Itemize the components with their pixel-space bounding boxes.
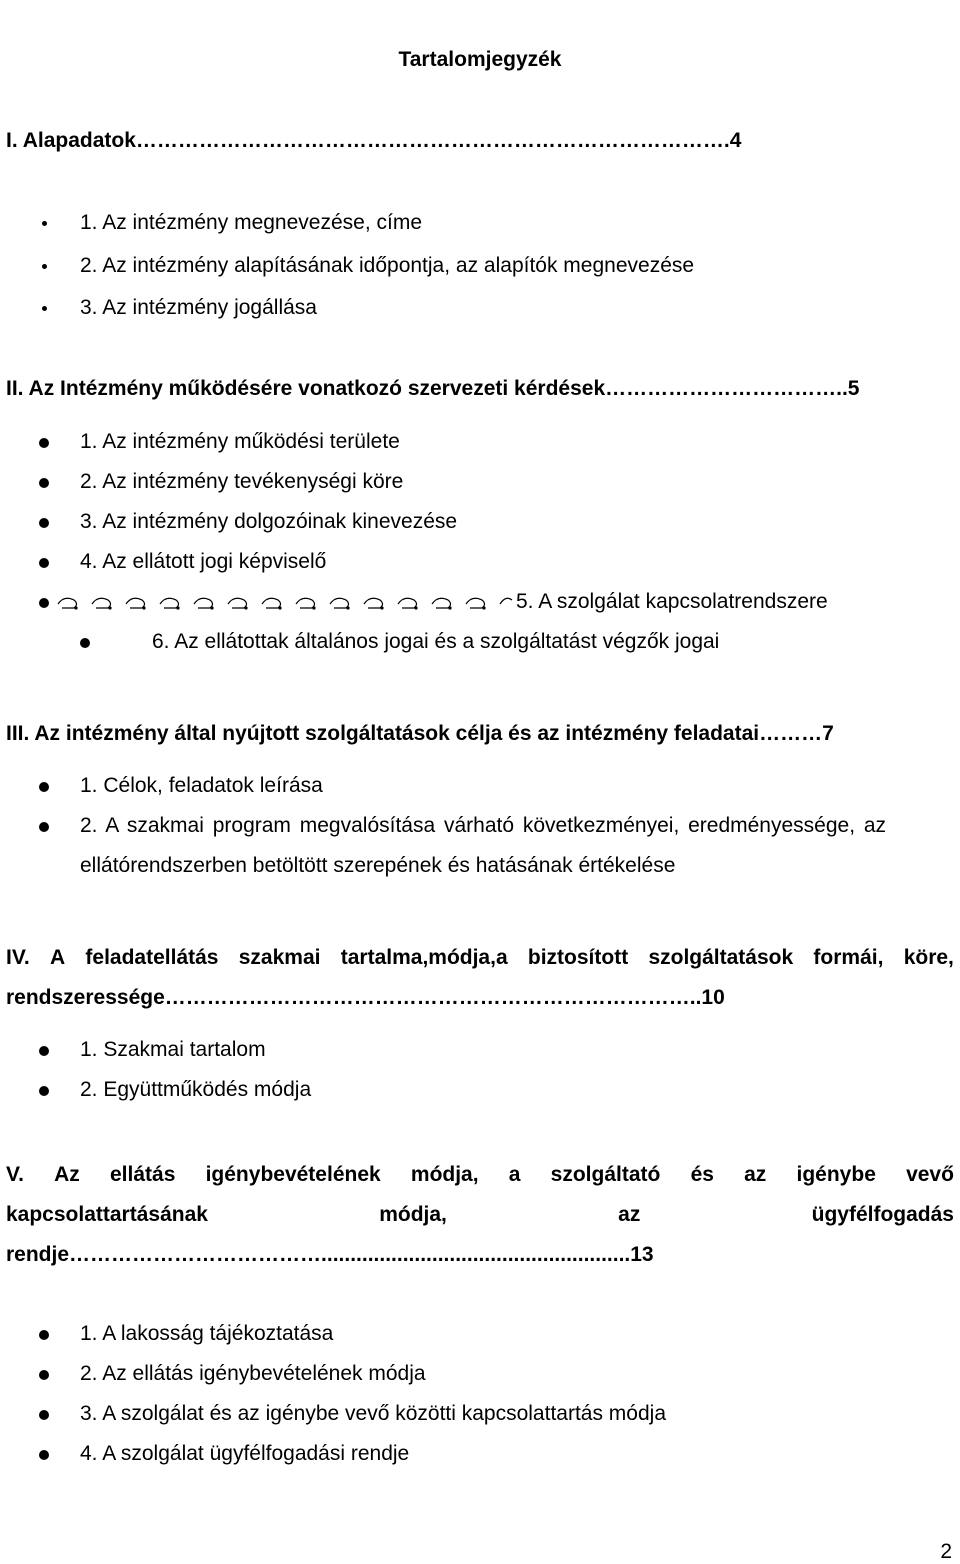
heading-word: feladatellátás bbox=[85, 946, 219, 969]
heading-word: A bbox=[50, 946, 66, 969]
heading-word: a bbox=[508, 1163, 521, 1186]
section-1-heading: I. Alapadatok………………………………………………………………………….4 bbox=[6, 129, 742, 152]
heading-word: igénybe bbox=[796, 1163, 876, 1186]
heading-word: IV. bbox=[6, 946, 30, 969]
list-item: 2. Az intézmény alapításának időpontja, az alapítók megnevezése bbox=[80, 254, 695, 277]
list-item: 4. A szolgálat ügyfélfogadási rendje bbox=[80, 1442, 410, 1465]
broken-glyph-icon bbox=[52, 590, 514, 614]
heading-word: formái, bbox=[813, 946, 884, 969]
heading-word: vevő bbox=[906, 1163, 954, 1186]
bullet-icon bbox=[39, 438, 49, 448]
bullet-icon bbox=[42, 306, 47, 311]
list-item-line-1: 2. A szakmai program megvalósítása várható következményei, eredményessége, az bbox=[80, 814, 887, 837]
heading-word: szolgáltató bbox=[550, 1163, 661, 1186]
heading-word: Az bbox=[54, 1163, 80, 1186]
bullet-icon bbox=[39, 1330, 49, 1340]
section-2-heading: II. Az Intézmény működésére vonatkozó szervezeti kérdések……………………………..5 bbox=[6, 377, 860, 400]
heading-word: igénybevételének bbox=[205, 1163, 381, 1186]
bullet-icon bbox=[39, 1046, 49, 1056]
heading-word: biztosított bbox=[527, 946, 629, 969]
heading-word: tartalma,módja,a bbox=[340, 946, 508, 969]
heading-word: az bbox=[744, 1163, 767, 1186]
placeholder-glyph-row bbox=[52, 590, 514, 614]
list-item: 6. Az ellátottak általános jogai és a szolgáltatást végzők jogai bbox=[152, 630, 720, 653]
bullet-icon bbox=[39, 1410, 49, 1420]
bullet-icon bbox=[39, 822, 49, 832]
heading-word: ügyfélfogadás bbox=[811, 1203, 954, 1226]
heading-word: szakmai bbox=[238, 946, 321, 969]
list-item: 2. Az ellátás igénybevételének módja bbox=[80, 1362, 426, 1385]
bullet-icon bbox=[39, 518, 49, 528]
heading-word: szolgáltatások bbox=[648, 946, 794, 969]
list-item: 3. A szolgálat és az igénybe vevő közötti kapcsolattartás módja bbox=[80, 1402, 667, 1425]
list-item: 5. A szolgálat kapcsolatrendszere bbox=[516, 590, 828, 613]
bullet-icon bbox=[42, 221, 47, 226]
list-item: 1. Célok, feladatok leírása bbox=[80, 774, 323, 797]
section-5-heading-line-3: rendje……………………………….....................................................13 bbox=[6, 1243, 654, 1266]
list-item-justified bbox=[80, 814, 954, 838]
heading-word: köre, bbox=[903, 946, 954, 969]
section-5-heading-line-2 bbox=[6, 1203, 954, 1227]
heading-word: és bbox=[690, 1163, 714, 1186]
bullet-icon bbox=[80, 638, 90, 648]
page-title: Tartalomjegyzék bbox=[398, 48, 562, 71]
list-item: 1. Az intézmény megnevezése, címe bbox=[80, 211, 422, 234]
bullet-icon bbox=[39, 598, 49, 608]
heading-word: kapcsolattartásának bbox=[6, 1203, 208, 1226]
heading-word: ellátás bbox=[110, 1163, 176, 1186]
list-item: 3. Az intézmény dolgozóinak kinevezése bbox=[80, 510, 458, 533]
list-item: 2. Az intézmény tevékenységi köre bbox=[80, 470, 404, 493]
bullet-icon bbox=[39, 558, 49, 568]
list-item-continuation: ellátórendszerben betöltött szerepének és hatásának értékelése bbox=[80, 854, 676, 877]
list-item: 4. Az ellátott jogi képviselő bbox=[80, 550, 327, 573]
list-item: 1. Szakmai tartalom bbox=[80, 1038, 266, 1061]
bullet-icon bbox=[39, 1370, 49, 1380]
section-4-heading-line-1 bbox=[6, 946, 954, 970]
section-5-heading-line-1 bbox=[6, 1163, 954, 1187]
bullet-icon bbox=[42, 264, 47, 269]
section-4-heading-line-2: rendszeressége…………………………………………………………………..10 bbox=[6, 986, 725, 1009]
heading-word: módja, bbox=[379, 1203, 447, 1226]
heading-word: módja, bbox=[410, 1163, 479, 1186]
heading-word: V. bbox=[6, 1163, 24, 1186]
list-item: 3. Az intézmény jogállása bbox=[80, 296, 317, 319]
section-3-heading: III. Az intézmény által nyújtott szolgáltatások célja és az intézmény feladatai………7 bbox=[6, 722, 834, 745]
list-item: 1. A lakosság tájékoztatása bbox=[80, 1322, 334, 1345]
bullet-icon bbox=[39, 478, 49, 488]
bullet-icon bbox=[39, 1086, 49, 1096]
heading-word: az bbox=[618, 1203, 641, 1226]
page-number: 2 bbox=[940, 1540, 952, 1563]
bullet-icon bbox=[39, 1450, 49, 1460]
bullet-icon bbox=[39, 782, 49, 792]
list-item: 2. Együttműködés módja bbox=[80, 1078, 312, 1101]
list-item: 1. Az intézmény működési területe bbox=[80, 430, 400, 453]
